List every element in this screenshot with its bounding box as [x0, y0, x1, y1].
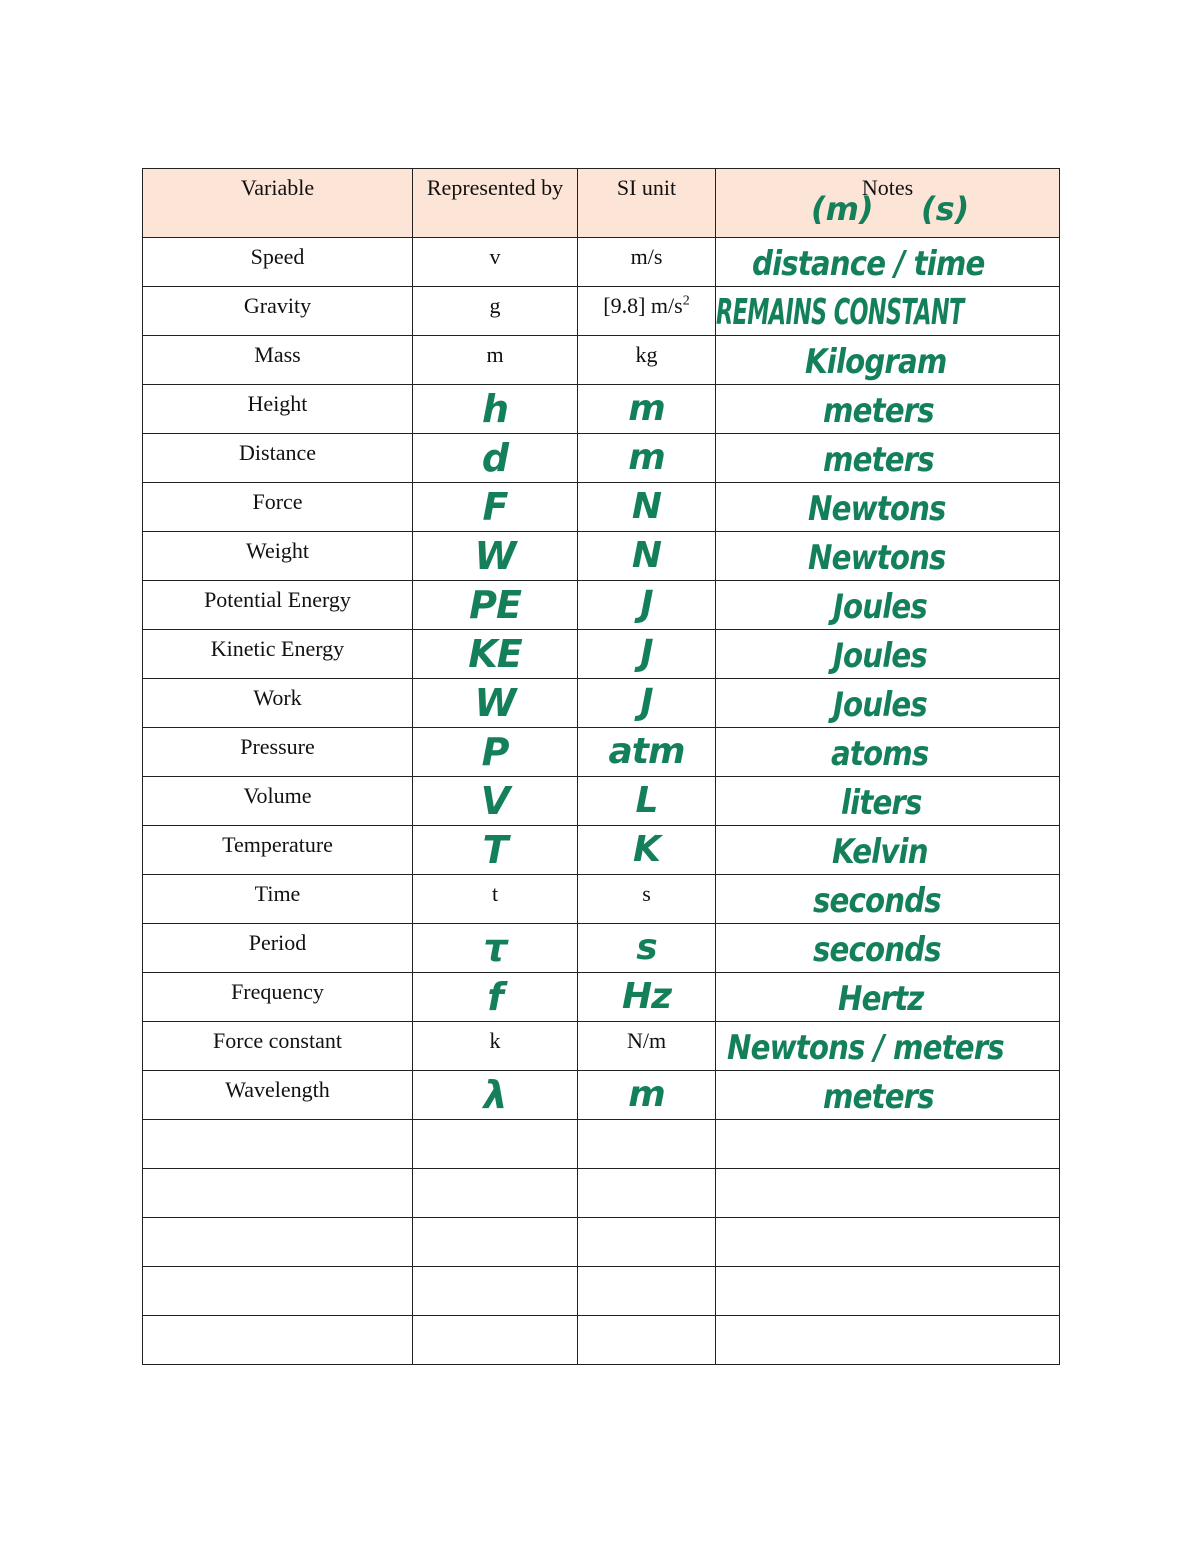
- cell-si-unit: [578, 287, 716, 336]
- empty-cell: [716, 1169, 1060, 1218]
- cell-si-unit: [578, 777, 716, 826]
- cell-variable: Weight: [143, 532, 413, 581]
- empty-cell: [143, 1169, 413, 1218]
- unit-text: s: [642, 881, 651, 906]
- table-row: [143, 679, 1060, 728]
- cell-si-unit: [578, 434, 716, 483]
- unit-text: N: [631, 486, 662, 527]
- empty-cell: [413, 1267, 578, 1316]
- unit-text: L: [635, 780, 658, 821]
- cell-si-unit: [578, 336, 716, 385]
- empty-table-row: [143, 1120, 1060, 1169]
- cell-si-unit: [578, 826, 716, 875]
- empty-table-row: [143, 1218, 1060, 1267]
- table-row: [143, 728, 1060, 777]
- handwritten-note: meters: [823, 440, 934, 480]
- table-row: [143, 581, 1060, 630]
- cell-si-unit: [578, 581, 716, 630]
- unit-text: atm: [608, 731, 685, 772]
- symbol-text: m: [486, 342, 504, 367]
- cell-variable: Temperature: [143, 826, 413, 875]
- cell-variable: Work: [143, 679, 413, 728]
- table-row: [143, 385, 1060, 434]
- cell-si-unit: [578, 973, 716, 1022]
- symbol-text: T: [482, 828, 508, 872]
- cell-variable: Mass: [143, 336, 413, 385]
- handwritten-note: atoms: [830, 734, 929, 774]
- unit-text: m: [628, 437, 665, 478]
- handwritten-note: meters: [823, 1077, 934, 1117]
- empty-cell: [143, 1218, 413, 1267]
- cell-variable: Distance: [143, 434, 413, 483]
- symbol-text: P: [481, 730, 509, 774]
- header-represented-by: Represented by: [413, 169, 578, 238]
- handwritten-note: Newtons: [807, 538, 946, 578]
- handwritten-note: distance / time: [752, 244, 985, 284]
- cell-si-unit: [578, 1071, 716, 1120]
- cell-si-unit: [578, 483, 716, 532]
- unit-text: m: [628, 1074, 665, 1115]
- symbol-text: W: [474, 534, 516, 578]
- cell-si-unit: [578, 679, 716, 728]
- unit-text: m/s: [630, 244, 663, 269]
- cell-symbol: [413, 679, 578, 728]
- empty-cell: [413, 1169, 578, 1218]
- symbol-text: f: [487, 975, 503, 1019]
- cell-si-unit: [578, 238, 716, 287]
- handwritten-note: Hertz: [837, 979, 924, 1019]
- empty-cell: [578, 1120, 716, 1169]
- cell-notes: [716, 287, 1060, 336]
- cell-variable: Volume: [143, 777, 413, 826]
- unit-text: J: [640, 584, 653, 625]
- cell-si-unit: [578, 728, 716, 777]
- table-row: [143, 924, 1060, 973]
- cell-symbol: [413, 973, 578, 1022]
- header-annotation-m: (m): [811, 190, 874, 228]
- symbol-text: τ: [483, 926, 507, 970]
- cell-notes: [716, 336, 1060, 385]
- cell-symbol: [413, 875, 578, 924]
- table-row: [143, 238, 1060, 287]
- unit-superscript: 2: [682, 293, 690, 309]
- cell-notes: [716, 826, 1060, 875]
- handwritten-note: Kelvin: [831, 832, 928, 872]
- handwritten-note: liters: [840, 783, 922, 823]
- symbol-text: k: [489, 1028, 501, 1053]
- empty-table-row: [143, 1169, 1060, 1218]
- cell-symbol: [413, 532, 578, 581]
- symbol-text: PE: [469, 583, 521, 627]
- cell-variable: Speed: [143, 238, 413, 287]
- handwritten-note: Joules: [832, 685, 927, 725]
- cell-notes: [716, 973, 1060, 1022]
- symbol-text: W: [474, 681, 516, 725]
- symbol-text: t: [491, 881, 499, 906]
- unit-text: J: [640, 682, 653, 723]
- unit-text: [9.8] m/s: [603, 293, 683, 318]
- cell-notes: [716, 1022, 1060, 1071]
- cell-variable: Gravity: [143, 287, 413, 336]
- table-row: [143, 875, 1060, 924]
- table-row: [143, 630, 1060, 679]
- empty-cell: [143, 1267, 413, 1316]
- cell-variable: Wavelength: [143, 1071, 413, 1120]
- variables-table: [142, 168, 1060, 1365]
- cell-symbol: [413, 728, 578, 777]
- symbol-text: h: [481, 387, 509, 431]
- unit-text: s: [636, 927, 657, 968]
- cell-variable: Kinetic Energy: [143, 630, 413, 679]
- cell-notes: [716, 630, 1060, 679]
- cell-symbol: [413, 826, 578, 875]
- unit-text: kg: [635, 342, 658, 367]
- empty-cell: [578, 1316, 716, 1365]
- handwritten-note: seconds: [813, 881, 941, 921]
- header-annotation-s: (s): [921, 190, 970, 228]
- cell-variable: Potential Energy: [143, 581, 413, 630]
- cell-variable: Pressure: [143, 728, 413, 777]
- unit-text: J: [640, 633, 653, 674]
- header-notes: [716, 169, 1060, 238]
- empty-cell: [578, 1169, 716, 1218]
- cell-symbol: [413, 777, 578, 826]
- cell-si-unit: [578, 630, 716, 679]
- unit-text: m: [628, 388, 665, 429]
- table-row: [143, 336, 1060, 385]
- empty-cell: [716, 1316, 1060, 1365]
- handwritten-note: meters: [823, 391, 934, 431]
- cell-notes: [716, 434, 1060, 483]
- header-variable: Variable: [143, 169, 413, 238]
- handwritten-note: Newtons / meters: [726, 1028, 1004, 1068]
- empty-table-row: [143, 1316, 1060, 1365]
- handwritten-note: REMAINS CONSTANT: [716, 292, 964, 333]
- cell-si-unit: [578, 875, 716, 924]
- cell-si-unit: [578, 532, 716, 581]
- cell-symbol: [413, 434, 578, 483]
- table-row: [143, 777, 1060, 826]
- empty-cell: [413, 1120, 578, 1169]
- cell-notes: [716, 483, 1060, 532]
- empty-cell: [578, 1267, 716, 1316]
- table-row: [143, 483, 1060, 532]
- handwritten-note: seconds: [813, 930, 941, 970]
- unit-text: K: [633, 829, 660, 870]
- symbol-text: v: [489, 244, 501, 269]
- cell-variable: Force: [143, 483, 413, 532]
- cell-symbol: [413, 1022, 578, 1071]
- cell-symbol: [413, 385, 578, 434]
- empty-cell: [716, 1120, 1060, 1169]
- cell-symbol: [413, 336, 578, 385]
- unit-text: Hz: [621, 976, 672, 1017]
- cell-variable: Time: [143, 875, 413, 924]
- table-row: [143, 434, 1060, 483]
- cell-symbol: [413, 924, 578, 973]
- cell-notes: [716, 532, 1060, 581]
- cell-notes: [716, 385, 1060, 434]
- cell-variable: Height: [143, 385, 413, 434]
- handwritten-note: Kilogram: [805, 342, 947, 382]
- empty-cell: [143, 1120, 413, 1169]
- empty-cell: [716, 1267, 1060, 1316]
- cell-symbol: [413, 581, 578, 630]
- handwritten-note: Newtons: [807, 489, 946, 529]
- table-row: [143, 287, 1060, 336]
- cell-si-unit: [578, 924, 716, 973]
- cell-notes: [716, 679, 1060, 728]
- table-row: [143, 1022, 1060, 1071]
- cell-notes: [716, 777, 1060, 826]
- cell-notes: [716, 581, 1060, 630]
- cell-symbol: [413, 287, 578, 336]
- symbol-text: g: [489, 293, 501, 318]
- symbol-text: F: [482, 485, 508, 529]
- cell-symbol: [413, 630, 578, 679]
- cell-variable: Period: [143, 924, 413, 973]
- handwritten-note: Joules: [832, 636, 927, 676]
- handwritten-note: Joules: [832, 587, 927, 627]
- table-row: [143, 532, 1060, 581]
- empty-cell: [413, 1218, 578, 1267]
- cell-si-unit: [578, 1022, 716, 1071]
- cell-notes: [716, 875, 1060, 924]
- symbol-text: d: [481, 436, 509, 480]
- empty-cell: [716, 1218, 1060, 1267]
- cell-symbol: [413, 1071, 578, 1120]
- header-si-unit: SI unit: [578, 169, 716, 238]
- empty-cell: [143, 1316, 413, 1365]
- cell-notes: [716, 1071, 1060, 1120]
- empty-cell: [578, 1218, 716, 1267]
- cell-variable: Force constant: [143, 1022, 413, 1071]
- cell-variable: Frequency: [143, 973, 413, 1022]
- empty-table-row: [143, 1267, 1060, 1316]
- cell-notes: [716, 238, 1060, 287]
- cell-notes: [716, 924, 1060, 973]
- symbol-text: KE: [468, 632, 522, 676]
- symbol-text: λ: [483, 1073, 507, 1117]
- table-body: [143, 238, 1060, 1365]
- symbol-text: V: [480, 779, 510, 823]
- empty-cell: [413, 1316, 578, 1365]
- table-row: [143, 973, 1060, 1022]
- header-notes-label: Notes: [861, 175, 914, 200]
- table-row: [143, 826, 1060, 875]
- cell-symbol: [413, 483, 578, 532]
- table-row: [143, 1071, 1060, 1120]
- unit-text: N/m: [626, 1028, 667, 1053]
- unit-text: N: [631, 535, 662, 576]
- cell-symbol: [413, 238, 578, 287]
- header-row: [143, 169, 1060, 238]
- cell-si-unit: [578, 385, 716, 434]
- cell-notes: [716, 728, 1060, 777]
